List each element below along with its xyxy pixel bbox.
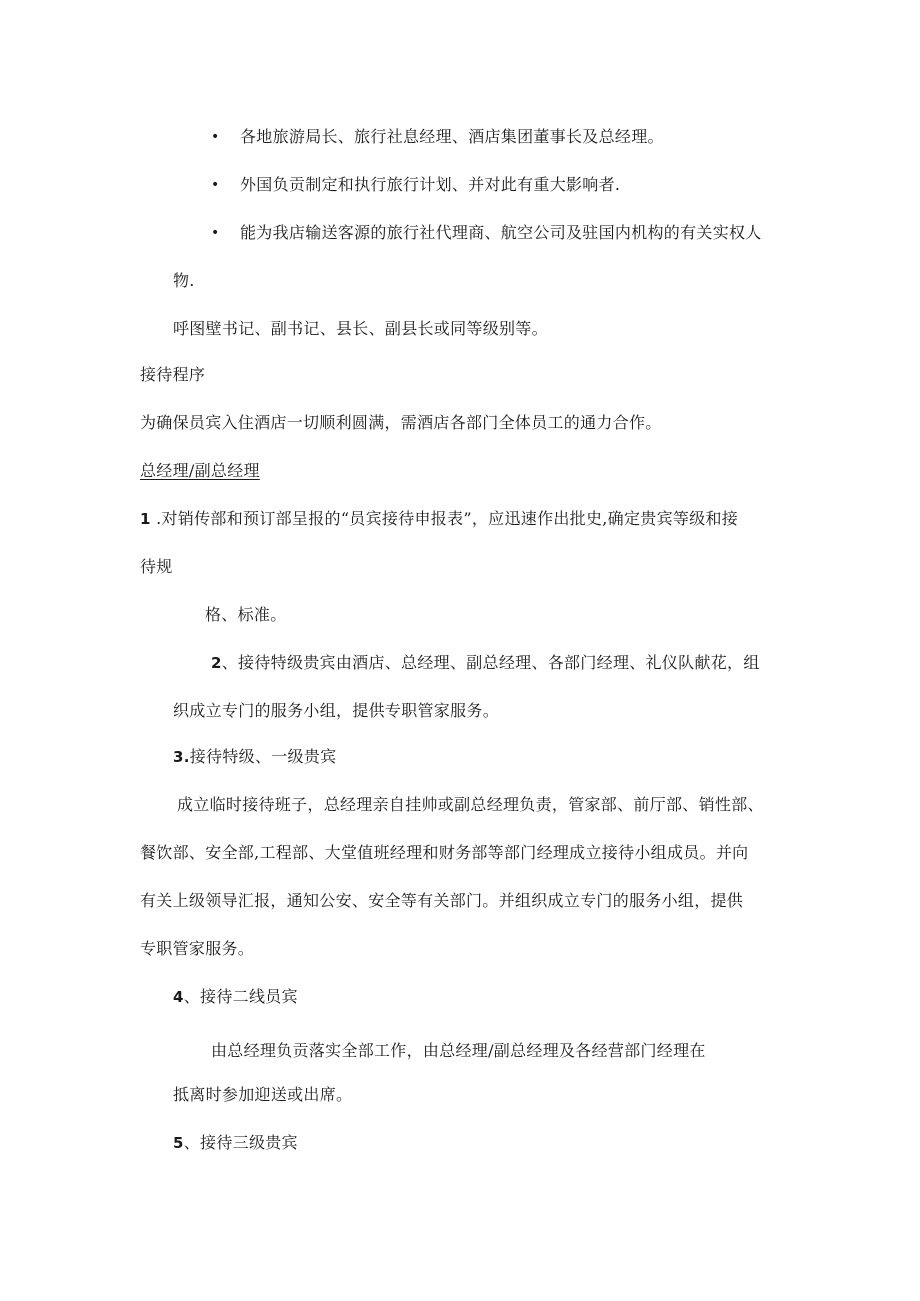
item-4-title-text: 、接待二线员宾 [183, 987, 298, 1006]
section-heading-general-manager: 总经理/副总经理 [140, 461, 260, 480]
item-3-line-3: 有关上级领导汇报，通知公安、安全等有关部门。并组织成立专门的服务小组，提供 [140, 891, 744, 910]
item-2-line-1 [211, 652, 760, 674]
item-3-line-1: 成立临时接待班子，总经理亲自挂帅或副总经理负责，管家部、前厅部、销性部、 [177, 795, 764, 814]
item-4-title [173, 986, 298, 1008]
bullet-item-agents-continuation: 物. [173, 271, 195, 290]
item-5-title-text: 、接待三级贵宾 [183, 1133, 298, 1152]
bullet-item-tourism-officials: 各地旅游局长、旅行社息经理、酒店集团董事长及总经理。 [240, 127, 664, 146]
bullet-marker: • [211, 177, 220, 193]
intro-paragraph: 为确保员宾入住酒店一切顺利圆满，需酒店各部门全体员工的通力合作。 [140, 413, 662, 432]
item-2-line-2: 织成立专门的服务小组，提供专职管家服务。 [173, 701, 500, 720]
item-4-line-2: 抵离时参加迎送或出席。 [173, 1085, 353, 1104]
item-number: 3. [173, 748, 190, 766]
item-1-line-1 [140, 508, 738, 530]
item-3-title-text: 接待特级、一级贵宾 [189, 747, 337, 766]
item-3-line-2: 餐饮部、安全部,工程部、大堂值班经理和财务部等部门经理成立接待小组成员。并向 [140, 843, 749, 862]
bullet-item-agents: 能为我店输送客源的旅行社代理商、航空公司及驻国内机构的有关实权人 [240, 223, 762, 242]
item-number: 1 [140, 510, 151, 528]
item-2-text: 、接待特级贵宾由酒店、总经理、副总经理、各部门经理、礼仪队献花，组 [221, 653, 760, 672]
bullet-item-foreign-planners: 外国负贡制定和执行旅行计划、并对此有重大影响者. [240, 175, 621, 194]
item-5-title [173, 1132, 298, 1154]
item-3-title [173, 746, 336, 768]
bullet-marker: • [211, 129, 220, 145]
item-number: 2 [211, 654, 222, 672]
bullet-marker: • [211, 225, 220, 241]
item-3-line-4: 专职管家服务。 [140, 939, 255, 958]
item-1-line-2: 待规 [140, 557, 173, 576]
officials-line: 呼图壁书记、副书记、县长、副县长或同等级别等。 [173, 319, 548, 338]
item-number: 5 [173, 1134, 184, 1152]
item-number: 4 [173, 988, 184, 1006]
item-1-line-3: 格、标准。 [205, 605, 287, 624]
item-4-line-1: 由总经理负贡落实全部工作，由总经理/副总经理及各经营部门经理在 [211, 1041, 706, 1060]
section-heading-procedure: 接待程序 [140, 365, 206, 384]
item-1-text: .对销传部和预订部呈报的“员宾接待申报表”，应迅速作出批史,确定贵宾等级和接 [150, 509, 739, 528]
